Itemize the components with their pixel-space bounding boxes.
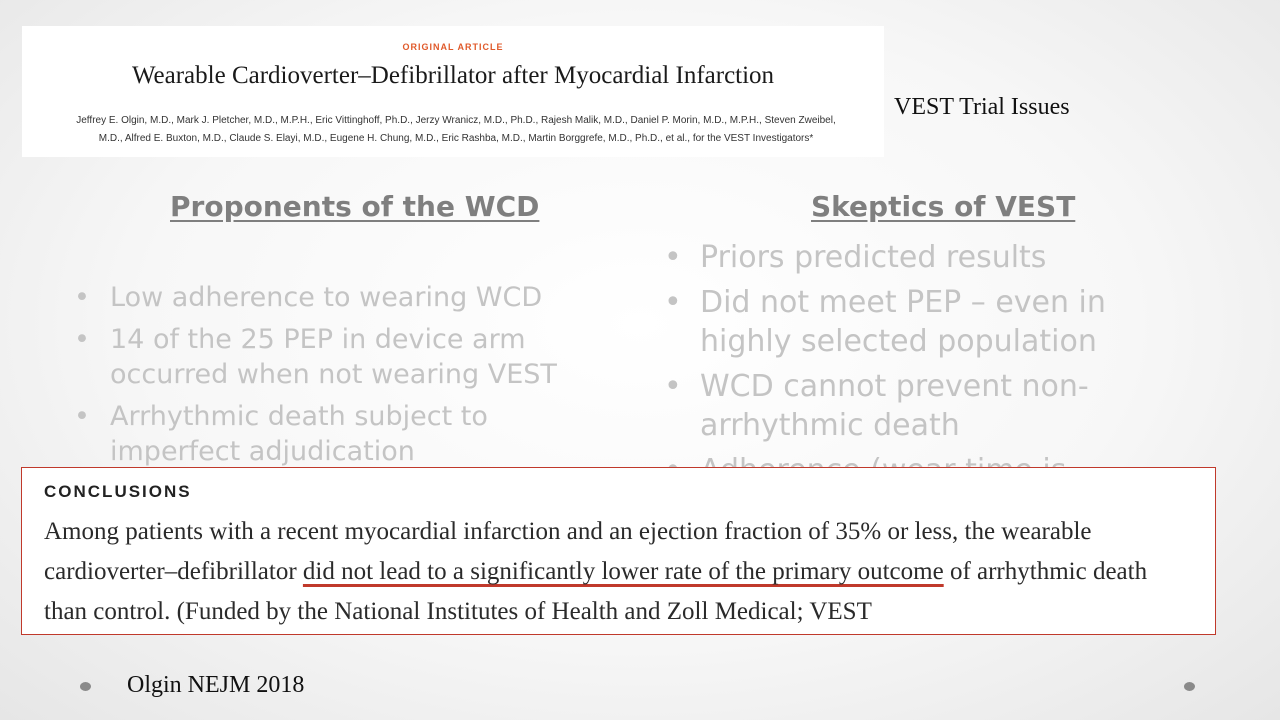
conclusions-text <box>44 512 1194 632</box>
skeptics-bullet: • Did not meet PEP – even in highly selected population <box>664 283 1164 361</box>
skeptics-bullet-list <box>664 238 1164 496</box>
proponents-bullet: • 14 of the 25 PEP in device arm occurred when not wearing VEST <box>74 322 594 392</box>
proponents-heading: Proponents of the WCD <box>170 190 540 223</box>
skeptics-heading: Skeptics of VEST <box>811 190 1076 223</box>
conclusions-text-start: Among patients with a recent myocardial infarction and an ejection fraction of 35% or less, the wearable cardioverter–defibrillator <box>44 518 1092 585</box>
slide-title: VEST Trial Issues <box>894 94 1070 120</box>
authors-line-1: Jeffrey E. Olgin, M.D., Mark J. Pletcher, M.D., M.P.H., Eric Vittinghoff, Ph.D., Jerzy Wranicz, M.D., Ph.D., Rajesh Malik, M.D., Daniel P. Morin, M.D., M.P.H., Steven Zweibel, <box>76 115 836 126</box>
nav-dot-left <box>80 682 91 691</box>
conclusions-excerpt <box>21 467 1216 635</box>
article-authors <box>46 112 866 148</box>
proponents-bullet-list <box>74 280 594 476</box>
authors-line-2: M.D., Alfred E. Buxton, M.D., Claude S. Elayi, M.D., Eugene H. Chung, M.D., Eric Rashba, M.D., Martin Borggrefe, M.D., Ph.D., et al., for the VEST Investigators* <box>98 133 814 144</box>
conclusions-heading: CONCLUSIONS <box>44 482 192 501</box>
article-header <box>22 26 884 157</box>
article-title: Wearable Cardioverter–Defibrillator after Myocardial Infarction <box>131 62 775 89</box>
skeptics-bullet: • WCD cannot prevent non-arrhythmic death <box>664 367 1164 445</box>
conclusions-text-end: of arrhythmic death than control. (Funded by the National Institutes of Health and Zoll Medical; VEST <box>44 558 1148 625</box>
nav-dot-right <box>1184 682 1195 691</box>
citation: Olgin NEJM 2018 <box>127 672 305 698</box>
article-type-label: ORIGINAL ARTICLE <box>402 42 504 52</box>
skeptics-bullet: • Priors predicted results <box>664 238 1164 277</box>
conclusions-highlighted-phrase: did not lead to a significantly lower rate of the primary outcome <box>302 558 944 585</box>
proponents-bullet: • Arrhythmic death subject to imperfect adjudication <box>74 399 594 469</box>
proponents-bullet: • Low adherence to wearing WCD <box>74 280 594 315</box>
